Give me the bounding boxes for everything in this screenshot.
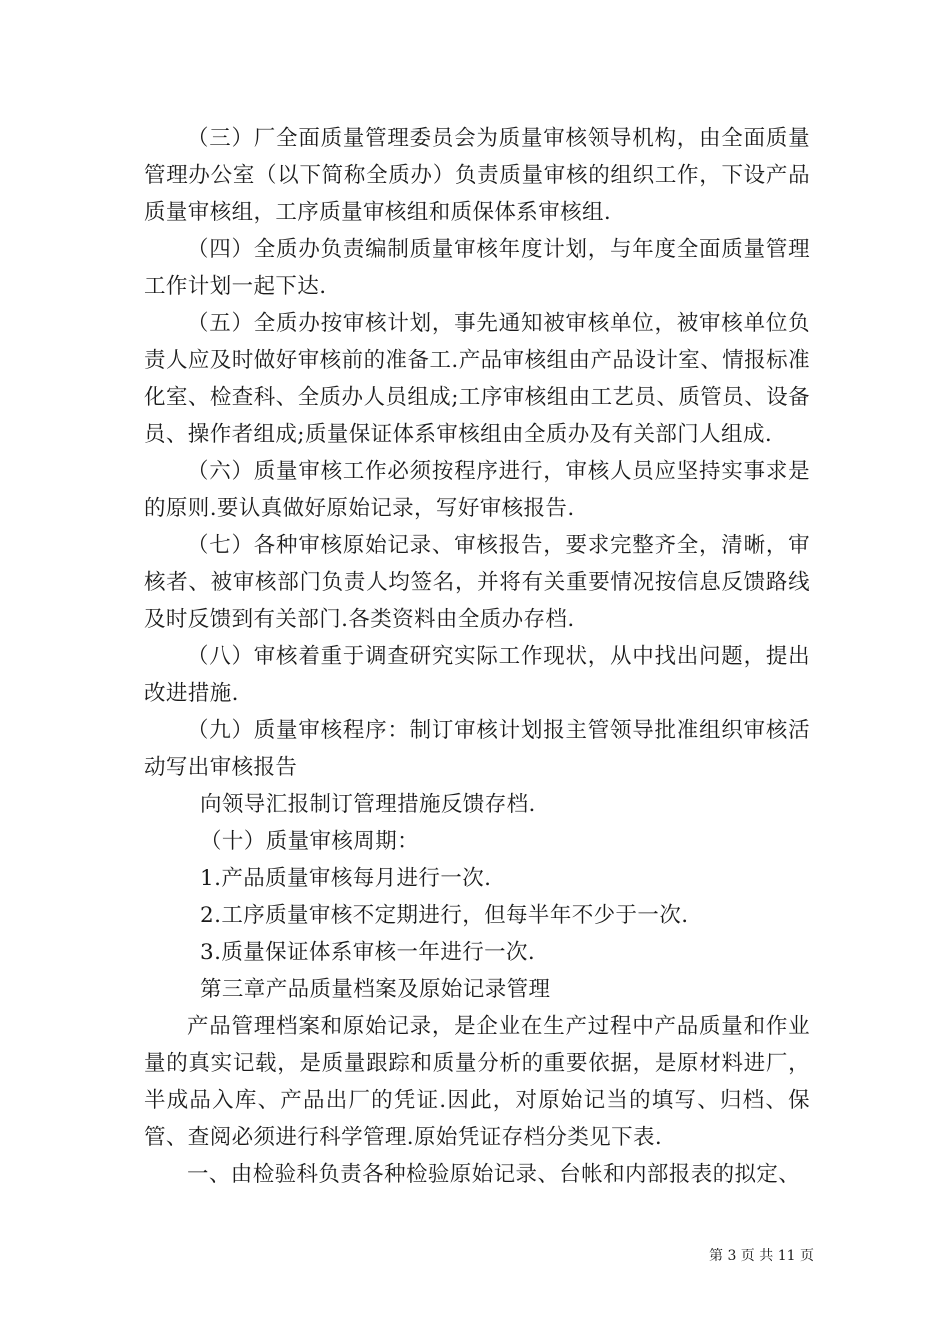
- paragraph-9-continued: 向领导汇报制订管理措施反馈存档.: [200, 792, 536, 817]
- paragraph-9: （九）质量审核程序：制订审核计划报主管领导批准组织审核活动写出审核报告: [144, 718, 810, 780]
- paragraph-3: （三）厂全面质量管理委员会为质量审核领导机构，由全面质量管理办公室（以下简称全质办）负责质量审核的组织工作，下设产品质量审核组，工序质量审核组和质保体系审核组.: [144, 126, 810, 225]
- document-body: [144, 120, 810, 1193]
- paragraph-4: （四）全质办负责编制质量审核年度计划，与年度全面质量管理工作计划一起下达.: [144, 237, 810, 299]
- paragraph-10: （十）质量审核周期：: [200, 829, 420, 854]
- paragraph-5: （五）全质办按审核计划，事先通知被审核单位，被审核单位负责人应及时做好审核前的准备工.产品审核组由产品设计室、情报标准化室、检查科、全质办人员组成;工序审核组由工艺员、质管员、设备员、操作者组成;质量保证体系审核组由全质办及有关部门人组成.: [144, 311, 810, 447]
- paragraph-6: （六）质量审核工作必须按程序进行，审核人员应坚持实事求是的原则.要认真做好原始记录，写好审核报告.: [144, 459, 810, 521]
- paragraph-8: （八）审核着重于调查研究实际工作现状，从中找出问题，提出改进措施.: [144, 644, 810, 706]
- paragraph-7: （七）各种审核原始记录、审核报告，要求完整齐全，清晰，审核者、被审核部门负责人均签名，并将有关重要情况按信息反馈路线及时反馈到有关部门.各类资料由全质办存档.: [144, 533, 810, 632]
- paragraph-section-1: 一、由检验科负责各种检验原始记录、台帐和内部报表的拟定、: [187, 1162, 801, 1187]
- page-number: 第 3 页 共 11 页: [709, 1248, 814, 1264]
- list-item-1: 1.产品质量审核每月进行一次.: [200, 866, 492, 891]
- list-item-2: 2.工序质量审核不定期进行，但每半年不少于一次.: [200, 903, 689, 928]
- chapter-heading: 第三章产品质量档案及原始记录管理: [200, 977, 551, 1002]
- list-item-3: 3.质量保证体系审核一年进行一次.: [200, 940, 536, 965]
- paragraph-archive-intro: 产品管理档案和原始记录，是企业在生产过程中产品质量和作业量的真实记载，是质量跟踪和质量分析的重要依据，是原材料进厂，半成品入库、产品出厂的凭证.因此，对原始记当的填写、归档、保管、查阅必须进行科学管理.原始凭证存档分类见下表.: [144, 1014, 810, 1150]
